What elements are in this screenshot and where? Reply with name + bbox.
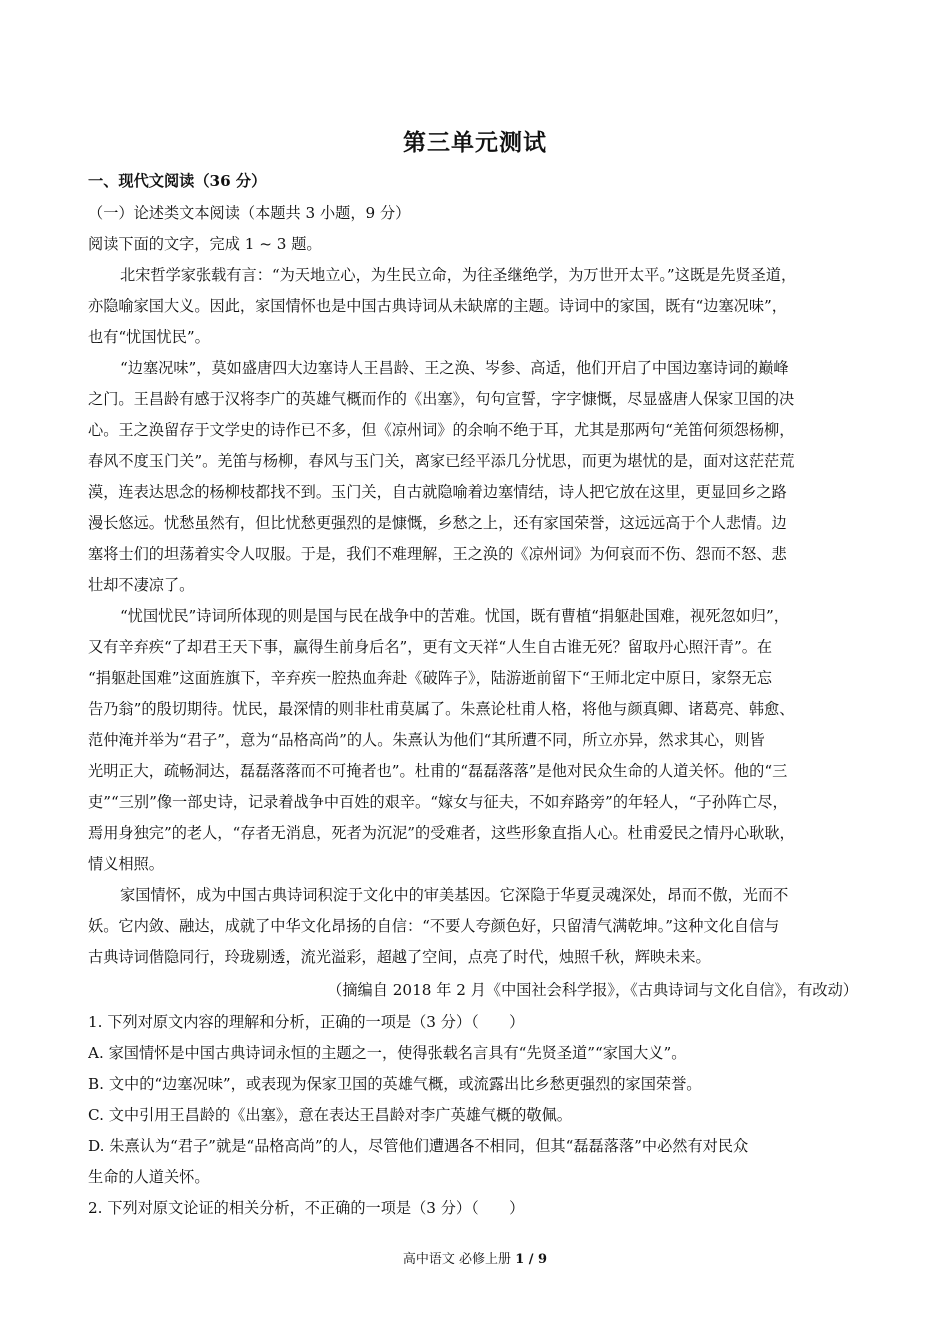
question-1-option-a: A. 家国情怀是中国古典诗词永恒的主题之一，使得张载名言具有“先贤圣道”“家国大义”。 (88, 1044, 687, 1062)
paragraph-line: 告乃翁”的殷切期待。忧民，最深情的则非杜甫莫属了。朱熹论杜甫人格，将他与颜真卿、诸葛亮、韩愈、 (88, 700, 795, 718)
question-2-stem: 2. 下列对原文论证的相关分析，不正确的一项是（3 分）（ ） (88, 1199, 525, 1217)
paragraph-line: “捐躯赴国难”这面旌旗下，辛弃疾一腔热血奔赴《破阵子》，陆游逝前留下“王师北定中原日，家祭无忘 (88, 669, 772, 687)
paragraph-line: 塞将士们的坦荡着实令人叹服。于是，我们不难理解，王之涣的《凉州词》为何哀而不伤、怨而不怒、悲 (88, 545, 787, 563)
paragraph-line: 壮却不凄凉了。 (88, 576, 195, 594)
paragraph-line: 范仲淹并举为“君子”，意为“品格高尚”的人。朱熹认为他们“其所遭不同，所立亦异，然求其心，则皆 (88, 731, 765, 749)
paragraph-line: 焉用身独完”的老人，“存者无消息，死者为沉泥”的受难者，这些形象直指人心。杜甫爱民之情丹心耿耿， (88, 824, 795, 842)
paragraph-line: 家国情怀，成为中国古典诗词积淀于文化中的审美基因。它深隐于华夏灵魂深处，昂而不傲，光而不 (120, 886, 789, 904)
paragraph-line: 也有“忧国忧民”。 (88, 328, 210, 346)
paragraph-line: 漫长悠远。忧愁虽然有，但比忧愁更强烈的是慷慨，乡愁之上，还有家国荣誉，这远远高于个人悲情。边 (88, 514, 787, 532)
paragraph-line: 古典诗词偕隐同行，玲珑剔透，流光溢彩，超越了空间，点亮了时代，烛照千秋，辉映未来。 (88, 948, 711, 966)
paragraph-line: “边塞况味”，莫如盛唐四大边塞诗人王昌龄、王之涣、岑参、高适，他们开启了中国边塞诗词的巅峰 (120, 359, 789, 377)
paragraph-line: 情义相照。 (88, 855, 164, 873)
question-1-option-c: C. 文中引用王昌龄的《出塞》，意在表达王昌龄对李广英雄气概的敬佩。 (88, 1106, 572, 1124)
instruction-text: 阅读下面的文字，完成 1 ~ 3 题。 (88, 235, 322, 253)
question-1-option-b: B. 文中的“边塞况味”，或表现为保家卫国的英雄气概，或流露出比乡愁更强烈的家国荣誉。 (88, 1075, 702, 1093)
subsection-heading: （一）论述类文本阅读（本题共 3 小题，9 分） (88, 204, 411, 222)
paragraph-line: 北宋哲学家张载有言：“为天地立心，为生民立命，为往圣继绝学，为万世开太平。”这既是先贤圣道， (120, 266, 797, 284)
section-heading: 一、现代文阅读（36 分） (88, 172, 267, 190)
paragraph-line: 又有辛弃疾“了却君王天下事，赢得生前身后名”，更有文天祥“人生自古谁无死？留取丹心照汗青”。在 (88, 638, 773, 656)
paragraph-line: 亦隐喻家国大义。因此，家国情怀也是中国古典诗词从未缺席的主题。诗词中的家国，既有“边塞况味”， (88, 297, 787, 315)
paragraph-line: 心。王之涣留存于文学史的诗作已不多，但《凉州词》的余响不绝于耳，尤其是那两句“羌笛何须怨杨柳， (88, 421, 795, 439)
page-number: 1 / 9 (515, 1252, 548, 1267)
page-footer (0, 1248, 950, 1267)
paragraph-line: 妖。它内敛、融达，成就了中华文化昂扬的自信：“不要人夸颜色好，只留清气满乾坤。”这种文化自信与 (88, 917, 780, 935)
paragraph-line: 之门。王昌龄有感于汉将李广的英雄气概而作的《出塞》，句句宣誓，字字慷慨，尽显盛唐人保家卫国的决 (88, 390, 795, 408)
paragraph-line: 漠，连表达思念的杨柳枝都找不到。玉门关，自古就隐喻着边塞情结，诗人把它放在这里，更显回乡之路 (88, 483, 787, 501)
question-1-stem: 1. 下列对原文内容的理解和分析，正确的一项是（3 分）（ ） (88, 1013, 525, 1031)
question-1-option-d: D. 朱熹认为“君子”就是“品格高尚”的人，尽管他们遭遇各不相同，但其“磊磊落落”中必然有对民众 (88, 1137, 749, 1155)
paragraph-line: 吏”“三别”像一部史诗，记录着战争中百姓的艰辛。“嫁女与征夫，不如弃路旁”的年轻人，“子孙阵亡尽， (88, 793, 788, 811)
paragraph-line: 春风不度玉门关”。羌笛与杨柳，春风与玉门关，离家已经平添几分忧思，而更为堪忧的是，面对这茫茫荒 (88, 452, 795, 470)
paragraph-line: 光明正大，疏畅洞达，磊磊落落而不可掩者也”。杜甫的“磊磊落落”是他对民众生命的人道关怀。他的“三 (88, 762, 788, 780)
paragraph-line: “忧国忧民”诗词所体现的则是国与民在战争中的苦难。忧国，既有曹植“捐躯赴国难，视死忽如归”， (120, 607, 789, 625)
footer-text: 高中语文 必修上册 (402, 1252, 516, 1267)
question-1-option-d-continued: 生命的人道关怀。 (88, 1168, 210, 1186)
page-title: 第三单元测试 (403, 129, 547, 156)
source-citation: （摘编自 2018 年 2 月《中国社会科学报》，《古典诗词与文化自信》，有改动） (327, 981, 858, 999)
